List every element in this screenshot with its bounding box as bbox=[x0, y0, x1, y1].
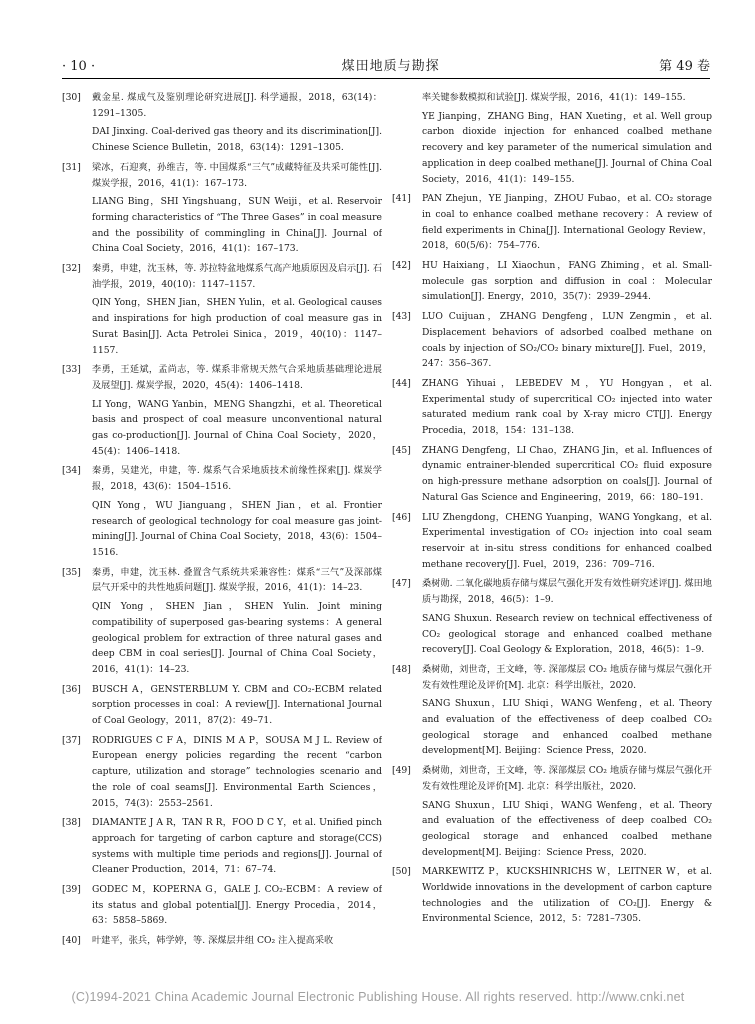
reference-text bbox=[92, 815, 382, 878]
header-rule bbox=[62, 78, 710, 79]
journal-title: 煤田地质与勘探 bbox=[341, 59, 440, 74]
copyright-footer: (C)1994-2021 China Academic Journal Electronic Publishing House. All rights reserved. http://www.cnki.net bbox=[71, 990, 685, 1004]
reference-entry bbox=[62, 261, 382, 358]
reference-line: 梁冰，石迎爽，孙维吉，等. 中国煤系“三气”成藏特征及共采可能性[J]. 煤炭学报，2016，41(1)：167–173. bbox=[92, 161, 382, 189]
reference-entry bbox=[392, 510, 712, 573]
reference-text bbox=[92, 733, 382, 812]
reference-number: [32] bbox=[62, 263, 81, 275]
reference-entry bbox=[392, 191, 712, 254]
reference-entry bbox=[392, 763, 712, 860]
reference-line: GODEC M，KOPERNA G，GALE J. CO₂-ECBM：A review of its status and global potential[J]. Energy Procedia，2014，63：5858–5869. bbox=[92, 884, 382, 927]
reference-entry bbox=[62, 933, 382, 949]
reference-line: 率关键参数模拟和试验[J]. 煤炭学报，2016，41(1)：149–155. bbox=[422, 92, 686, 103]
reference-line: 李勇，王延斌，孟尚志，等. 煤系非常规天然气合采地质基础理论进展及展望[J]. 煤炭学报，2020，45(4)：1406–1418. bbox=[92, 364, 382, 391]
reference-number: [39] bbox=[62, 884, 81, 896]
reference-text bbox=[92, 90, 382, 156]
reference-continuation bbox=[392, 90, 712, 187]
reference-number: [35] bbox=[62, 566, 81, 578]
reference-number: [44] bbox=[392, 377, 411, 389]
reference-line: DAI Jinxing. Coal-derived gas theory and its discrimination[J]. Chinese Science Bulletin，2018，63(14)：1291–1305. bbox=[92, 126, 382, 154]
reference-entry bbox=[62, 682, 382, 729]
reference-text bbox=[422, 510, 712, 573]
reference-entry bbox=[62, 90, 382, 156]
right-column bbox=[392, 90, 712, 978]
reference-line: QIN Yong，SHEN Jian，SHEN Yulin，et al. Geological causes and inspirations for high production of coal measure gas in Surat Basin[J]. Acta Petrolei Sinica，2019，40(10)：1147–1157. bbox=[92, 297, 382, 356]
reference-number: [33] bbox=[62, 364, 81, 376]
reference-text bbox=[92, 933, 382, 949]
reference-line: ZHANG Yihuai，LEBEDEV M，YU Hongyan，et al. Experimental study of supercritical CO₂ injected into water saturated medium rank coal by X-ray micro CT[J]. Energy Procedia，2018，154：131–138. bbox=[422, 377, 712, 437]
reference-line: ZHANG Dengfeng，LI Chao，ZHANG Jin，et al. Influences of dynamic entrainer-blended supercritical CO₂ fluid exposure on high-pressure methane adsorption on coals[J]. Journal of Natural Gas Science and Engineering，2019，66：180–191. bbox=[422, 444, 712, 503]
reference-number: [43] bbox=[392, 311, 411, 323]
reference-entry bbox=[392, 258, 712, 305]
reference-line: LIANG Bing，SHI Yingshuang，SUN Weiji，et al. Reservoir forming characteristics of “The Three Gases” in coal measure and the possibility of commingling in China[J]. Journal of China Coal Society，2016，41(1)：167–173. bbox=[92, 196, 382, 255]
reference-line: DIAMANTE J A R，TAN R R，FOO D C Y，et al. Unified pinch approach for targeting of carbon capture and storage(CCS) systems with multiple time periods and regions[J]. Journal of Cleaner Production，2014，71：67–74. bbox=[92, 817, 382, 876]
reference-line: RODRIGUES C F A，DINIS M A P，SOUSA M J L. Review of European energy policies regarding the recent “carbon capture, utilization and storage” technologies scenario and the role of coal seams[J]. Environmental Earth Sciences，2015，74(3)：2553–2561. bbox=[92, 734, 382, 809]
reference-line: BUSCH A，GENSTERBLUM Y. CBM and CO₂-ECBM related sorption processes in coal：A review[J]. International Journal of Coal Geology，2011，87(2)：49–71. bbox=[92, 683, 382, 727]
reference-entry bbox=[62, 882, 382, 929]
reference-line: SANG Shuxun，LIU Shiqi，WANG Wenfeng，et al. Theory and evaluation of the effectiveness of deep coalbed CO₂ geological storage and enhanced coalbed methane development[M]. Beijing：Science Press，2020. bbox=[422, 799, 712, 858]
reference-number: [38] bbox=[62, 817, 81, 829]
reference-text bbox=[92, 362, 382, 459]
reference-line: SANG Shuxun，LIU Shiqi，WANG Wenfeng，et al. Theory and evaluation of the effectiveness of deep coalbed CO₂ geological storage and enhanced coalbed methane development[M]. Beijing：Science Press，2020. bbox=[422, 698, 712, 757]
reference-number: [50] bbox=[392, 866, 411, 878]
reference-line: 秦勇，申建，沈玉林，等. 苏拉特盆地煤系气高产地质原因及启示[J]. 石油学报，2019，40(10)：1147–1157. bbox=[92, 263, 382, 290]
reference-entry bbox=[392, 662, 712, 759]
reference-entry bbox=[62, 565, 382, 678]
reference-entry bbox=[62, 815, 382, 878]
reference-line: PAN Zhejun，YE Jianping，ZHOU Fubao，et al. CO₂ storage in coal to enhance coalbed methane recovery：A review of field experiments in China[J]. International Geology Review，2018，60(5/6)：754–776. bbox=[422, 193, 712, 252]
reference-number: [36] bbox=[62, 683, 81, 695]
reference-line: LIU Zhengdong，CHENG Yuanping，WANG Yongkang，et al. Experimental investigation of CO₂ injection into coal seam reservoir at in-situ stress conditions for enhanced coalbed methane recovery[J]. Fuel，2019，236：709–716. bbox=[422, 511, 712, 570]
reference-text bbox=[92, 463, 382, 560]
reference-line: 秦勇，申建，沈玉林. 叠置含气系统共采兼容性：煤系“三气”及深部煤层气开采中的共性地质问题[J]. 煤炭学报，2016，41(1)：14–23. bbox=[92, 566, 382, 594]
reference-number: [48] bbox=[392, 663, 411, 675]
reference-number: [30] bbox=[62, 92, 81, 103]
reference-number: [37] bbox=[62, 734, 81, 746]
reference-entry bbox=[62, 463, 382, 560]
reference-line: MARKEWITZ P，KUCKSHINRICHS W，LEITNER W，et al. Worldwide innovations in the development of carbon capture technologies and the utilization of CO₂[J]. Energy & Environmental Science，2012，5：7281–7305. bbox=[422, 866, 712, 925]
page-header bbox=[62, 52, 710, 74]
reference-entry bbox=[392, 864, 712, 927]
reference-line: 桑树勋，刘世奇，王文峰，等. 深部煤层 CO₂ 地质存储与煤层气强化开发有效性理论及评价[M]. 北京：科学出版社，2020. bbox=[422, 765, 712, 792]
reference-entry bbox=[392, 576, 712, 658]
reference-number: [41] bbox=[392, 193, 411, 205]
reference-entry bbox=[392, 309, 712, 372]
reference-text bbox=[92, 565, 382, 678]
reference-number: [47] bbox=[392, 578, 411, 590]
reference-text bbox=[422, 309, 712, 372]
reference-text bbox=[92, 682, 382, 729]
reference-line: QIN Yong，WU Jianguang，SHEN Jian，et al. Frontier research of geological technology for coal measure gas joint-mining[J]. Journal of China Coal Society，2018，43(6)：1504–1516. bbox=[92, 499, 382, 558]
reference-line: 叶建平，张兵，韩学婷，等. 深煤层井组 CO₂ 注入提高采收 bbox=[92, 935, 334, 947]
reference-text bbox=[422, 864, 712, 927]
reference-entry bbox=[62, 733, 382, 812]
reference-line: YE Jianping，ZHANG Bing，HAN Xueting，et al. Well group carbon dioxide injection for enhanced coalbed methane recovery and key parameter of the numerical simulation and application in deep coalbed methane[J]. Journal of China Coal Society，2016，41(1)：149–155. bbox=[422, 110, 712, 185]
reference-line: LUO Cuijuan，ZHANG Dengfeng，LUN Zengmin，et al. Displacement behaviors of adsorbed coalbed methane on coals by injection of SO₂/CO₂ binary mixture[J]. Fuel，2019，247：356–367. bbox=[422, 311, 712, 370]
reference-text bbox=[422, 258, 712, 305]
reference-text bbox=[422, 443, 712, 506]
reference-number: [45] bbox=[392, 444, 411, 456]
page-number: · 10 · bbox=[62, 59, 96, 74]
reference-line: LI Yong，WANG Yanbin，MENG Shangzhi，et al. Theoretical basis and prospect of coal measure unconventional natural gas co-production[J]. Journal of China Coal Society，2020，45(4)：1406–1418. bbox=[92, 398, 382, 457]
reference-entry bbox=[62, 160, 382, 257]
reference-text bbox=[92, 882, 382, 929]
reference-text bbox=[422, 576, 712, 658]
reference-line: 秦勇，吴建光，申建，等. 煤系气合采地质技术前缘性探索[J]. 煤炭学报，2018，43(6)：1504–1516. bbox=[92, 465, 382, 493]
volume-label: 第 49 卷 bbox=[659, 59, 710, 74]
reference-line: HU Haixiang，LI Xiaochun，FANG Zhiming，et al. Small-molecule gas sorption and diffusion in coal：Molecular simulation[J]. Energy，2010，35(7)：2939–2944. bbox=[422, 260, 712, 303]
reference-line: 桑树勋. 二氧化碳地质存储与煤层气强化开发有效性研究述评[J]. 煤田地质与勘探，2018，46(5)：1–9. bbox=[422, 578, 712, 606]
reference-number: [46] bbox=[392, 511, 411, 523]
left-column bbox=[62, 90, 382, 978]
reference-entry bbox=[392, 443, 712, 506]
reference-entry bbox=[392, 376, 712, 439]
reference-text bbox=[422, 763, 712, 860]
reference-number: [42] bbox=[392, 260, 411, 272]
reference-line: 戴金星. 煤成气及鉴别理论研究进展[J]. 科学通报，2018，63(14)：1291–1305. bbox=[92, 92, 382, 119]
reference-text bbox=[422, 376, 712, 439]
reference-line: 桑树勋，刘世奇，王文峰，等. 深部煤层 CO₂ 地质存储与煤层气强化开发有效性理论及评价[M]. 北京：科学出版社，2020. bbox=[422, 663, 712, 691]
reference-number: [49] bbox=[392, 765, 411, 777]
reference-line: QIN Yong，SHEN Jian，SHEN Yulin. Joint mining compatibility of superposed gas-bearing systems：A general geological problem for extraction of three natural gases and deep CBM in coal series[J]. Journal of China Coal Society，2016，41(1)：14–23. bbox=[92, 601, 382, 675]
reference-text bbox=[92, 160, 382, 257]
reference-number: [31] bbox=[62, 161, 81, 173]
reference-text bbox=[422, 191, 712, 254]
reference-number: [40] bbox=[62, 935, 81, 947]
reference-number: [34] bbox=[62, 465, 81, 477]
reference-text bbox=[92, 261, 382, 358]
reference-entry bbox=[62, 362, 382, 459]
reference-line: SANG Shuxun. Research review on technical effectiveness of CO₂ geological storage and enhanced coalbed methane recovery[J]. Coal Geology & Exploration，2018，46(5)：1–9. bbox=[422, 612, 712, 656]
reference-text bbox=[422, 662, 712, 759]
